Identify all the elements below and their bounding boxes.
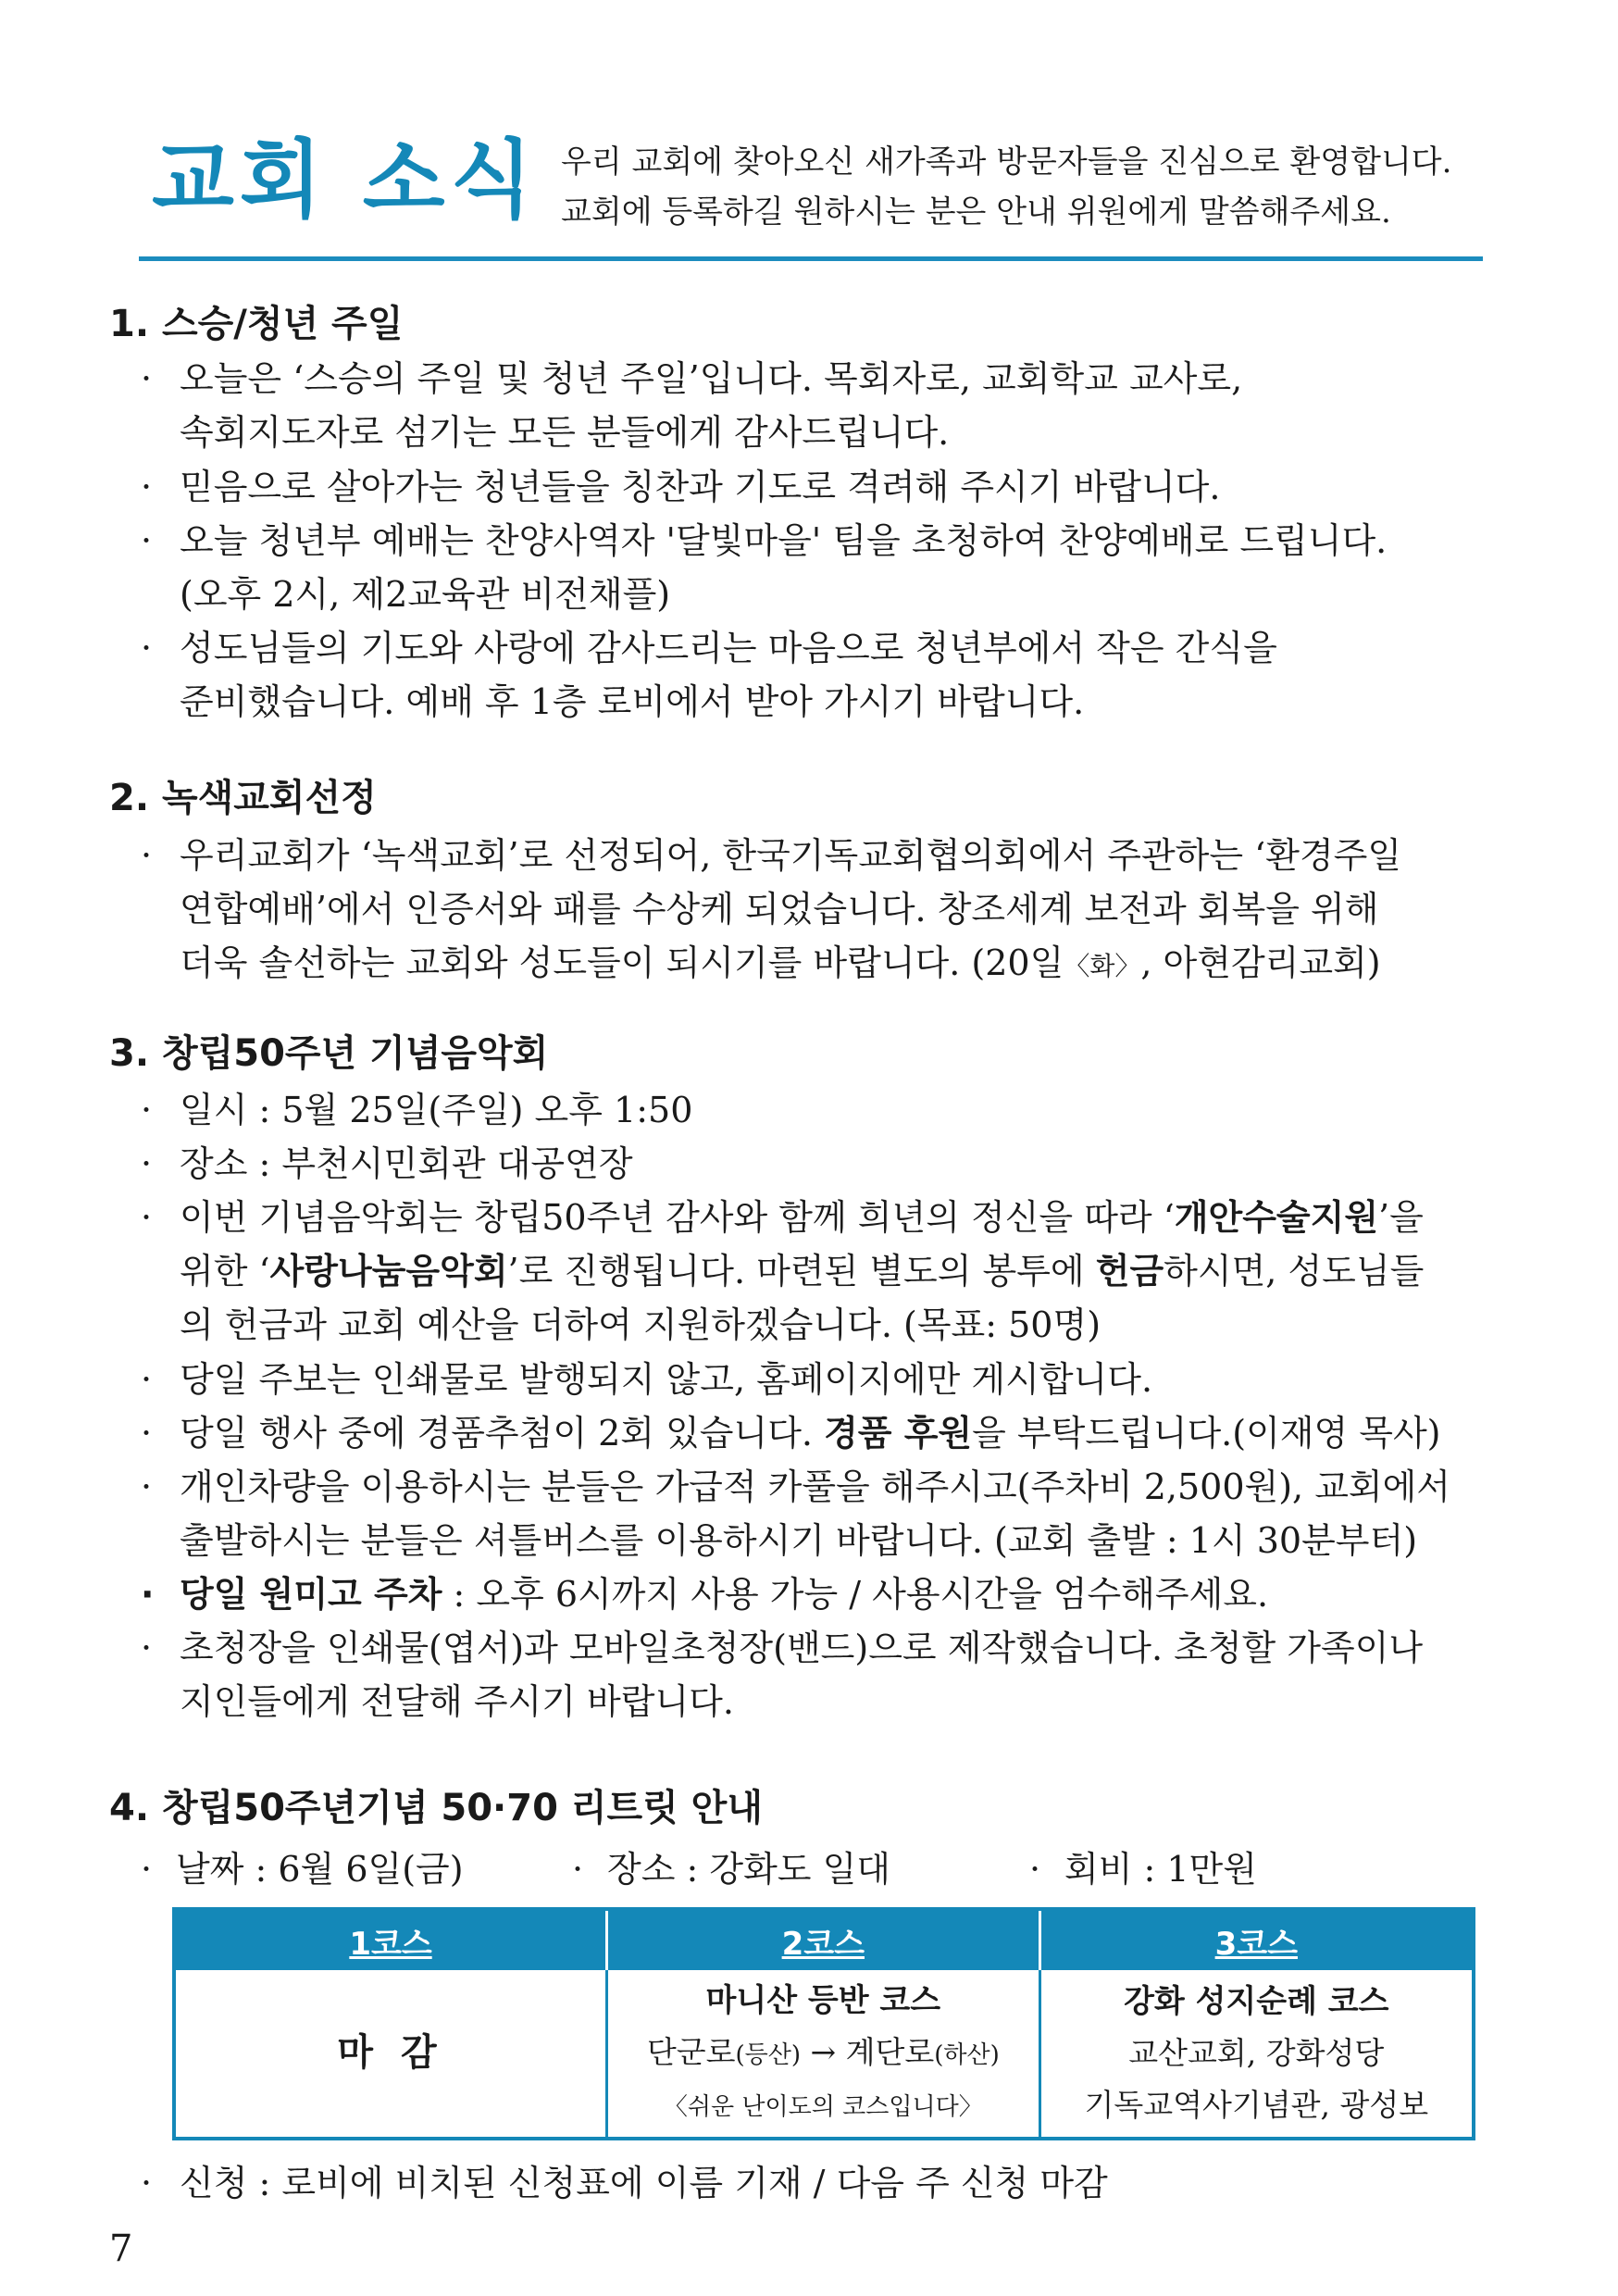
bullet-text: 위한 ‘사랑나눔음악회’로 진행됩니다. 마련된 별도의 봉투에 헌금하시면, 성도님들	[180, 1251, 1425, 1292]
bullet-text: 우리교회가 ‘녹색교회’로 선정되어, 한국기독교회협의회에서 주관하는 ‘환경주일	[180, 835, 1402, 876]
page-title: 교회 소식	[152, 131, 539, 230]
bullet-text: 일시 : 5월 25일(주일) 오후 1:50	[180, 1090, 693, 1130]
section-title-3: 3. 창립50주년 기념음악회	[109, 1032, 549, 1075]
bullet-dot: ·	[141, 520, 153, 561]
bullet-text: 당일 행사 중에 경품추첨이 2회 있습니다. 경품 후원을 부탁드립니다.(이재영 목사)	[180, 1413, 1441, 1454]
course-closed-label: 마 감	[337, 2031, 444, 2074]
bullet-text: 더욱 솔선하는 교회와 성도들이 되시기를 바랍니다. (20일〈화〉, 아현감리교회)	[180, 942, 1381, 983]
course-2-name: 마니산 등반 코스	[705, 1981, 941, 2019]
course-1-cell	[174, 1970, 607, 2139]
course-3-name: 강화 성지순례 코스	[1124, 1983, 1389, 2020]
bullet-text: 속회지도자로 섬기는 모든 분들에게 감사드립니다.	[180, 412, 950, 453]
table-row	[174, 1970, 1474, 2139]
bullet-dot: ·	[141, 1143, 153, 1184]
course-2-cell	[607, 1970, 1040, 2139]
bullet-text: 출발하시는 분들은 셔틀버스를 이용하시기 바랍니다. (교회 출발 : 1시 30분부터)	[180, 1520, 1418, 1561]
bullet-dot: ·	[141, 1090, 153, 1130]
bullet-text: 초청장을 인쇄물(엽서)과 모바일초청장(밴드)으로 제작했습니다. 초청할 가족이나	[180, 1628, 1424, 1668]
bullet-dot: ·	[141, 1849, 153, 1890]
course-header-1: 1코스	[174, 1909, 607, 1970]
bullet-dot: ·	[141, 1574, 155, 1615]
retreat-place: 장소 : 강화도 일대	[607, 1849, 890, 1890]
bullet-dot: ·	[141, 2163, 153, 2203]
bullet-dot: ·	[141, 467, 153, 507]
apply-instruction: 신청 : 로비에 비치된 신청표에 이름 기재 / 다음 주 신청 마감	[180, 2163, 1108, 2203]
bullet-text: 성도님들의 기도와 사랑에 감사드리는 마음으로 청년부에서 작은 간식을	[180, 628, 1277, 668]
header	[148, 130, 1481, 259]
bullet-text: 믿음으로 살아가는 청년들을 칭찬과 기도로 격려해 주시기 바랍니다.	[180, 467, 1221, 507]
bullet-dot: ·	[1029, 1849, 1041, 1890]
section-title-1: 1. 스승/청년 주일	[109, 303, 404, 345]
bullet-dot: ·	[141, 1197, 153, 1238]
course-table	[172, 1907, 1475, 2140]
course-header-3: 3코스	[1039, 1909, 1474, 1970]
bullet-text: 당일 주보는 인쇄물로 발행되지 않고, 홈페이지에만 게시합니다.	[180, 1359, 1153, 1400]
bullet-text: 지인들에게 전달해 주시기 바랍니다.	[180, 1681, 734, 1722]
welcome-message	[561, 137, 1451, 237]
table-header-row	[174, 1909, 1474, 1970]
bullet-text: 장소 : 부천시민회관 대공연장	[180, 1143, 633, 1184]
bullet-text: (오후 2시, 제2교육관 비전채플)	[180, 574, 671, 615]
bullet-dot: ·	[141, 358, 153, 399]
bullet-text: 개인차량을 이용하시는 분들은 가급적 카풀을 해주시고(주차비 2,500원), 교회에서	[180, 1466, 1451, 1507]
header-divider	[139, 256, 1483, 261]
bullet-text: 의 헌금과 교회 예산을 더하여 지원하겠습니다. (목표: 50명)	[180, 1304, 1101, 1345]
bullet-dot: ·	[141, 1628, 153, 1668]
course-2-route: 단군로(등산) → 계단로(하산)	[646, 2033, 1000, 2070]
bullet-dot: ·	[141, 1359, 153, 1400]
retreat-date: 날짜 : 6월 6일(금)	[176, 1849, 464, 1890]
course-2-note: 〈쉬운 난이도의 코스입니다〉	[663, 2092, 983, 2121]
bullet-text: 준비했습니다. 예배 후 1층 로비에서 받아 가시기 바랍니다.	[180, 681, 1085, 722]
bullet-text: 오늘 청년부 예배는 찬양사역자 '달빛마을' 팀을 초청하여 찬양예배로 드립니다.	[180, 520, 1388, 561]
bullet-dot: ·	[572, 1849, 584, 1890]
bullet-dot: ·	[141, 1466, 153, 1507]
page-number: 7	[109, 2227, 133, 2270]
bullet-dot: ·	[141, 628, 153, 668]
bullet-dot: ·	[141, 1413, 153, 1454]
bullet-dot: ·	[141, 835, 153, 876]
bullet-text: 연합예배’에서 인증서와 패를 수상케 되었습니다. 창조세계 보전과 회복을 위해	[180, 889, 1379, 930]
section-title-2: 2. 녹색교회선정	[109, 777, 377, 819]
welcome-line-2: 교회에 등록하길 원하시는 분은 안내 위원에게 말씀해주세요.	[561, 193, 1391, 231]
retreat-fee: 회비 : 1만원	[1064, 1849, 1257, 1890]
course-3-stops-1: 교산교회, 강화성당	[1128, 2035, 1385, 2071]
bullet-text: 오늘은 ‘스승의 주일 및 청년 주일’입니다. 목회자로, 교회학교 교사로,	[180, 358, 1243, 399]
course-header-2: 2코스	[607, 1909, 1040, 1970]
bullet-text: 당일 원미고 주차 : 오후 6시까지 사용 가능 / 사용시간을 엄수해주세요.	[180, 1574, 1269, 1615]
retreat-info-row	[141, 1842, 1344, 1896]
course-3-cell	[1039, 1970, 1474, 2139]
welcome-line-1: 우리 교회에 찾아오신 새가족과 방문자들을 진심으로 환영합니다.	[561, 144, 1452, 181]
course-3-stops-2: 기독교역사기념관, 광성보	[1084, 2087, 1429, 2123]
bullet-text: 이번 기념음악회는 창립50주년 감사와 함께 희년의 정신을 따라 ‘개안수술지원’을	[180, 1197, 1424, 1238]
section-title-4: 4. 창립50주년기념 50·70 리트릿 안내	[109, 1787, 763, 1829]
